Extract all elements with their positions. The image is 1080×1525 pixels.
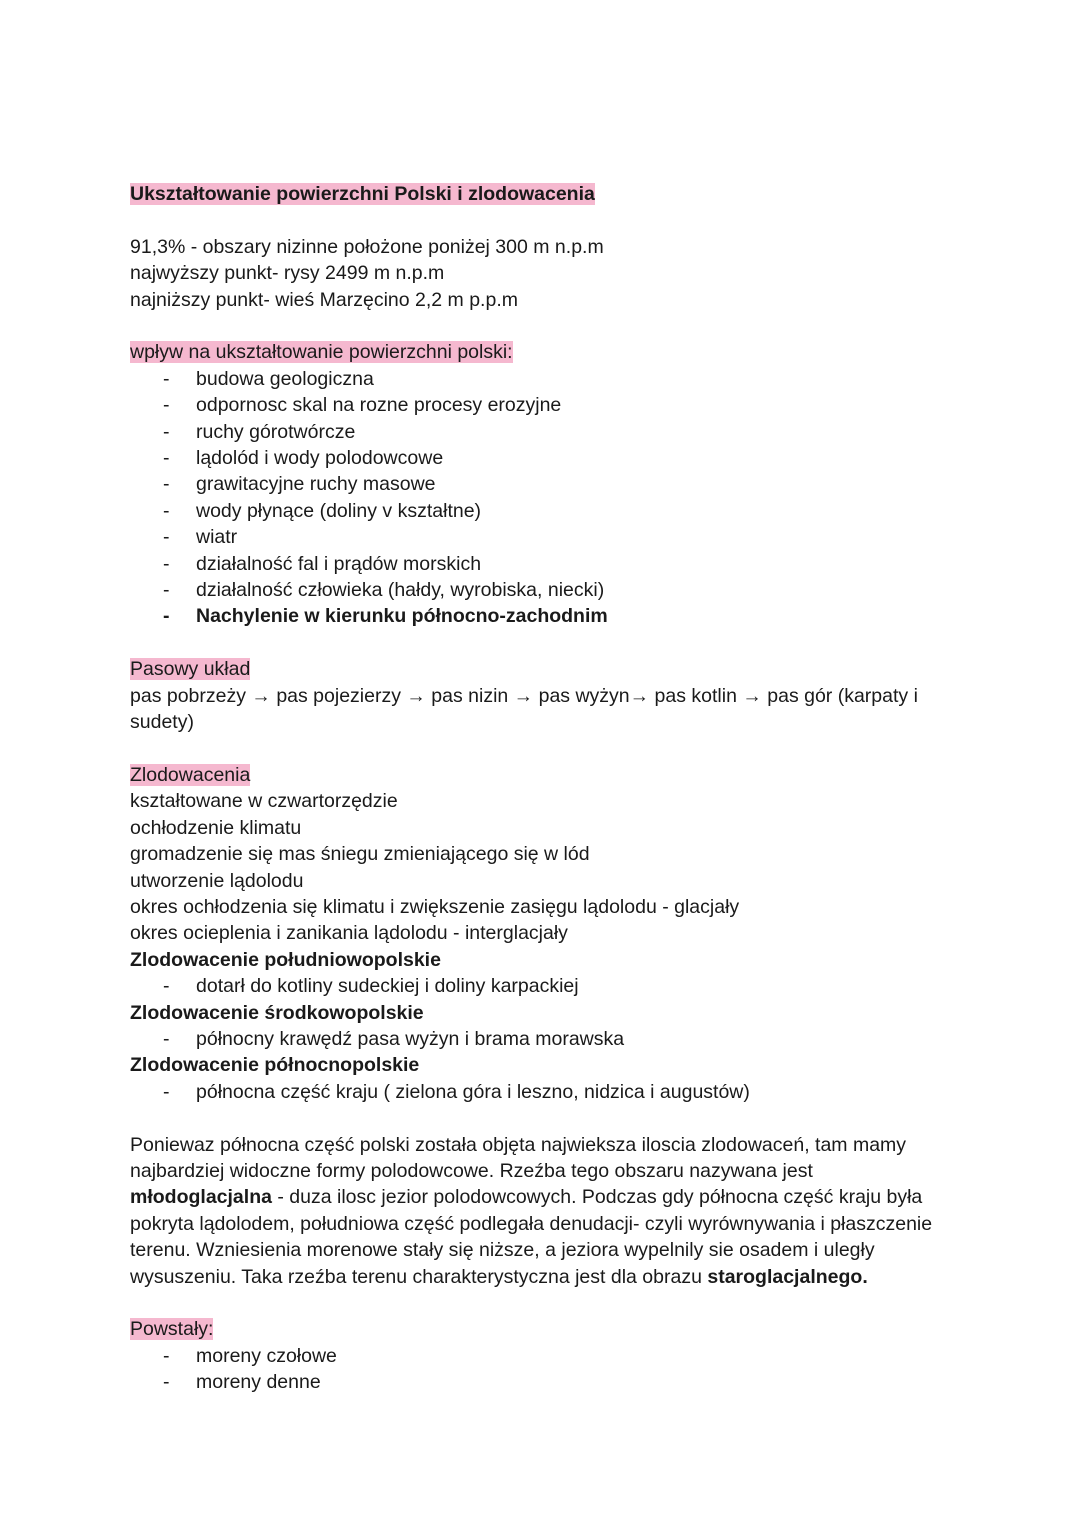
list-item: - wody płynące (doliny v kształtne) [163,499,482,522]
influence-list [130,366,960,630]
stage-detail: - dotarł do kotliny sudeckiej i doliny karpackiej [163,975,579,998]
formed-heading: Powstały: [130,1318,214,1341]
list-item: - budowa geologiczna [163,367,374,390]
document-title: Ukształtowanie powierzchni Polski i zlodowacenia [130,183,595,205]
list-item: - wiatr [163,526,238,549]
list-item: - moreny czołowe [163,1344,337,1367]
bold-term-old-glacial: staroglacjalnego. [707,1265,868,1288]
list-item: - działalność fal i prądów morskich [163,552,482,575]
bold-term-young-glacial: młodoglacjalna [130,1186,272,1209]
formed-list [130,1343,960,1396]
stage-name: Zlodowacenie północnopolskie [130,1054,420,1077]
stage-detail: - północna część kraju ( zielona góra i leszno, nidzica i augustów) [163,1080,750,1103]
glaciations-heading: Zlodowacenia [130,763,251,786]
fact-highest-point: najwyższy punkt- rysy 2499 m n.p.m [130,262,445,285]
stage-name: Zlodowacenie środkowopolskie [130,1001,424,1024]
fact-lowest-point: najniższy punkt- wieś Marzęcino 2,2 m p.p.m [130,288,518,311]
list-item: - moreny denne [163,1371,321,1394]
body-paragraph: Poniewaz północna część polski została objęta najwieksza iloscia zlodowaceń, tam mamy najbardziej widoczne formy polodowcowe. Rzeźba tego obszaru nazywana jest młodoglacjalna - duza ilosc jezior polodowcowych. Podczas gdy północna część kraju była pokryta lądolodem, południowa część podlegała denudacji- czyli wyrównywania i płaszczenie terenu. Wzniesienia morenowe stały się niższe, a jeziora wypelnily sie osadem i uległy wysuszeniu. Taka rzeźba terenu charakterystyczna jest dla obrazu staroglacjalnego. [130,1133,933,1288]
glaciation-line: okres ochłodzenia się klimatu i zwiększenie zasięgu lądolodu - glacjały [130,895,740,918]
list-item: - Nachylenie w kierunku północno-zachodnim [163,605,608,628]
glaciation-line: ochłodzenie klimatu [130,816,302,839]
belts-heading: Pasowy układ [130,658,251,681]
document-page [130,181,960,1396]
influence-heading: wpływ na ukształtowanie powierzchni polski: [130,341,513,364]
fact-lowland: 91,3% - obszary nizinne położone poniżej 300 m n.p.m [130,235,604,258]
stage-detail: - północny krawędź pasa wyżyn i brama morawska [163,1027,625,1050]
list-item: - działalność człowieka (hałdy, wyrobiska, niecki) [163,579,605,602]
stage-name: Zlodowacenie południowopolskie [130,948,441,971]
list-item: - odpornosc skal na rozne procesy erozyjne [163,394,562,417]
glaciation-line: okres ocieplenia i zanikania lądolodu - interglacjały [130,922,568,945]
list-item: - ruchy górotwórcze [163,420,356,443]
belts-text: pas pobrzeży → pas pojezierzy → pas nizin → pas wyżyn→ pas kotlin → pas gór (karpaty i sudety) [130,684,918,734]
glaciation-line: kształtowane w czwartorzędzie [130,790,398,813]
glaciation-line: gromadzenie się mas śniegu zmieniającego się w lód [130,843,590,866]
glaciation-line: utworzenie lądolodu [130,869,304,892]
list-item: - grawitacyjne ruchy masowe [163,473,436,496]
list-item: - lądolód i wody polodowcowe [163,447,444,470]
